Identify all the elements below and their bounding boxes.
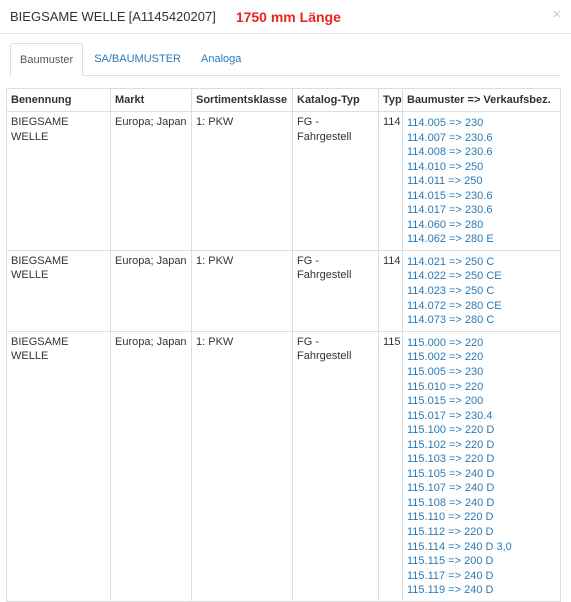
baumuster-link[interactable]: 114.005 => 230 [407,117,484,129]
cell-benennung: BIEGSAME WELLE [7,250,111,331]
part-number: [A1145420207] [128,9,216,24]
cell-baumuster [403,331,561,601]
baumuster-table [6,88,561,602]
baumuster-link[interactable]: 114.022 => 250 CE [407,270,502,283]
baumuster-link[interactable]: 115.102 => 220 D [407,438,495,451]
tab-analoga[interactable]: Analoga [201,53,242,65]
baumuster-link[interactable]: 115.107 => 240 D [407,482,495,495]
cell-typ: 114 [379,250,403,331]
cell-sortimentsklasse: 1: PKW [192,250,293,331]
baumuster-link[interactable]: 115.117 => 240 D [407,569,494,582]
cell-sortimentsklasse: 1: PKW [192,112,293,251]
baumuster-link[interactable]: 114.073 => 280 C [407,314,495,327]
part-name: BIEGSAME WELLE [10,9,126,24]
baumuster-link[interactable]: 114.008 => 230.6 [407,146,493,159]
baumuster-link[interactable]: 114.011 => 250 [407,175,483,188]
table-row [7,331,561,601]
cell-katalog-typ: FG - Fahrgestell [293,250,379,331]
column-header-baumuster: Baumuster => Verkaufsbez. [403,89,561,112]
cell-markt: Europa; Japan [111,250,192,331]
baumuster-link[interactable]: 115.112 => 220 D [407,526,494,539]
baumuster-link[interactable]: 114.072 => 280 CE [407,299,502,312]
baumuster-link[interactable]: 115.015 => 200 [407,395,484,408]
baumuster-table-container [6,88,560,602]
baumuster-link[interactable]: 114.010 => 250 [407,160,484,173]
table-row [7,112,561,251]
column-header-markt: Markt [111,89,192,112]
baumuster-link[interactable]: 114.021 => 250 C [407,255,495,268]
baumuster-link[interactable]: 114.023 => 250 C [407,285,495,298]
baumuster-link[interactable]: 115.002 => 220 [407,351,484,364]
baumuster-link[interactable]: 115.017 => 230.4 [407,409,493,422]
baumuster-link[interactable]: 114.017 => 230.6 [407,204,493,217]
baumuster-link[interactable]: 115.115 => 200 D [407,555,494,568]
column-header-typ: Typ [379,89,403,112]
cell-benennung: BIEGSAME WELLE [7,112,111,251]
baumuster-link[interactable]: 115.105 => 240 D [407,467,495,480]
cell-typ: 115 [379,331,403,601]
cell-katalog-typ: FG - Fahrgestell [293,112,379,251]
baumuster-link[interactable]: 115.110 => 220 D [407,511,494,524]
cell-sortimentsklasse: 1: PKW [192,331,293,601]
cell-typ: 114 [379,112,403,251]
baumuster-link[interactable]: 115.103 => 220 D [407,453,495,466]
column-header-katalog-typ: Katalog-Typ [293,89,379,112]
baumuster-link[interactable]: 115.010 => 220 [407,380,484,393]
baumuster-link[interactable]: 115.108 => 240 D [407,496,495,509]
tab-sa-baumuster[interactable]: SA/BAUMUSTER [94,53,181,65]
baumuster-link[interactable]: 115.119 => 240 D [407,584,494,597]
cell-baumuster [403,250,561,331]
column-header-benennung: Benennung [7,89,111,112]
tab-bar [10,44,561,76]
cell-baumuster [403,112,561,251]
dialog-header [0,0,571,34]
cell-markt: Europa; Japan [111,331,192,601]
baumuster-link[interactable]: 114.015 => 230.6 [407,189,493,202]
baumuster-link[interactable]: 115.000 => 220 [407,336,484,349]
baumuster-link[interactable]: 114.060 => 280 [407,218,484,231]
cell-markt: Europa; Japan [111,112,192,251]
tab-baumuster[interactable]: Baumuster [10,43,83,76]
column-header-sortimentsklasse: Sortimentsklasse [192,89,293,112]
cell-katalog-typ: FG - Fahrgestell [293,331,379,601]
cell-benennung: BIEGSAME WELLE [7,331,111,601]
table-header-row [7,89,561,112]
baumuster-link[interactable]: 115.005 => 230 [407,366,484,379]
baumuster-link[interactable]: 114.062 => 280 E [407,233,494,246]
table-row [7,250,561,331]
baumuster-link[interactable]: 115.100 => 220 D [407,424,495,437]
baumuster-link[interactable]: 115.114 => 240 D 3,0 [407,540,512,553]
length-label: 1750 mm Länge [235,8,341,25]
close-icon[interactable]: × [552,6,561,23]
baumuster-link[interactable]: 114.007 => 230.6 [407,131,493,144]
